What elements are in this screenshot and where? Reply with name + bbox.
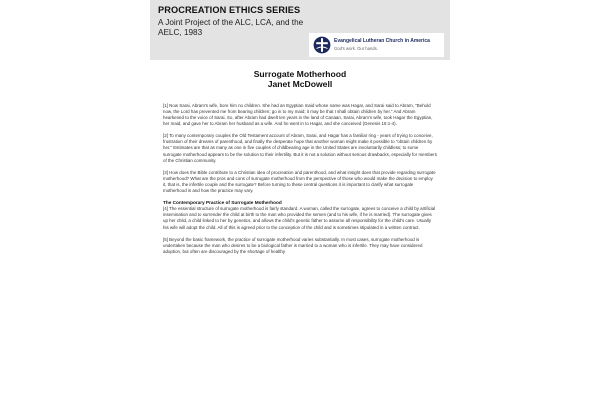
document-body [163, 103, 437, 261]
series-header [150, 0, 450, 60]
paragraph-1: [1] Now Sarai, Abram's wife, bore him no children. She had an Egyptian maid whose name was Hagar, and Sarai said to Abram, "Behold now, the Lord has prevented me from bearing children; go in to my maid; it may be that I shall obtain children by her." And Abram hearkened to the voice of Sarai. So, after Abram had dwelt ten years in the land of Canaan, Sarai, Abram's wife, took Hagar the Egyptian, her maid, and gave her to Abram her husband as a wife. And he went in to Hagar, and she conceived (Genesis 16:1-4). [163, 103, 433, 127]
paragraph-3: [3] How does the Bible contribute to a Christian idea of procreation and parenthood, and what insight does that provide regarding surrogate motherhood? What are the pros and cons of surrogate motherhood from the perspective of those who would make the decision to employ it, that is, the infertile couple and the surrogate? Before turning to these central questions it is important to clarify what surrogate motherhood is and how the practice may vary. [163, 169, 436, 193]
document-title: Surrogate Motherhood [253, 69, 347, 79]
document-page [150, 0, 450, 400]
paragraph-5: [5] Beyond the basic framework, the practice of surrogate motherhood varies substantially. In most cases, surrogate motherhood is undertaken because the man who desires to be a biological father is married to a woman who is infertile. They may have considered adoption, but often are discouraged by the shortage of healthy [163, 236, 423, 254]
series-title: PROCREATION ETHICS SERIES [158, 5, 301, 15]
cross-logo-icon [313, 36, 331, 54]
series-subtitle: A Joint Project of the ALC, LCA, and the AELC, 1983 [158, 18, 304, 38]
document-title-block [150, 69, 450, 89]
paragraph-4: [4] The essential structure of surrogate motherhood is fairly standard. A woman, called the surrogate, agrees to conceive a child by artificial insemination and to surrender the child at birth to the man who provided the semen (and to his wife, if he is married). The surrogate gives up her child, a child linked to her by genetics, and allows the child's genetic father to assume all responsibility for the child's care. Usually his wife will adopt the child. All of this is agreed prior to the conception of the child and is sometimes stipulated in a written contract. [163, 206, 436, 230]
document-author: Janet McDowell [267, 79, 333, 90]
logo-org-name: Evangelical Lutheran Church in America [334, 38, 430, 44]
section-heading: The Contemporary Practice of Surrogate Motherhood [163, 200, 282, 206]
elca-logo [309, 33, 444, 57]
paragraph-2: [2] To many contemporary couples the Old Testament account of Abram, Sarai, and Hagar has a familiar ring - years of trying to conceive, frustration of their dreams of parenthood, and finally the desperate hope that another woman might make it possible to "obtain children by her." Estimates are that as many as one in five couples of childbearing age in the United States are involuntarily childless; to some surrogate motherhood appears to be the solution to their infertility. But it is not a solution without serious drawbacks, especially for members of the Christian community. [163, 133, 437, 163]
logo-tagline: God's work. Our hands. [334, 46, 378, 51]
